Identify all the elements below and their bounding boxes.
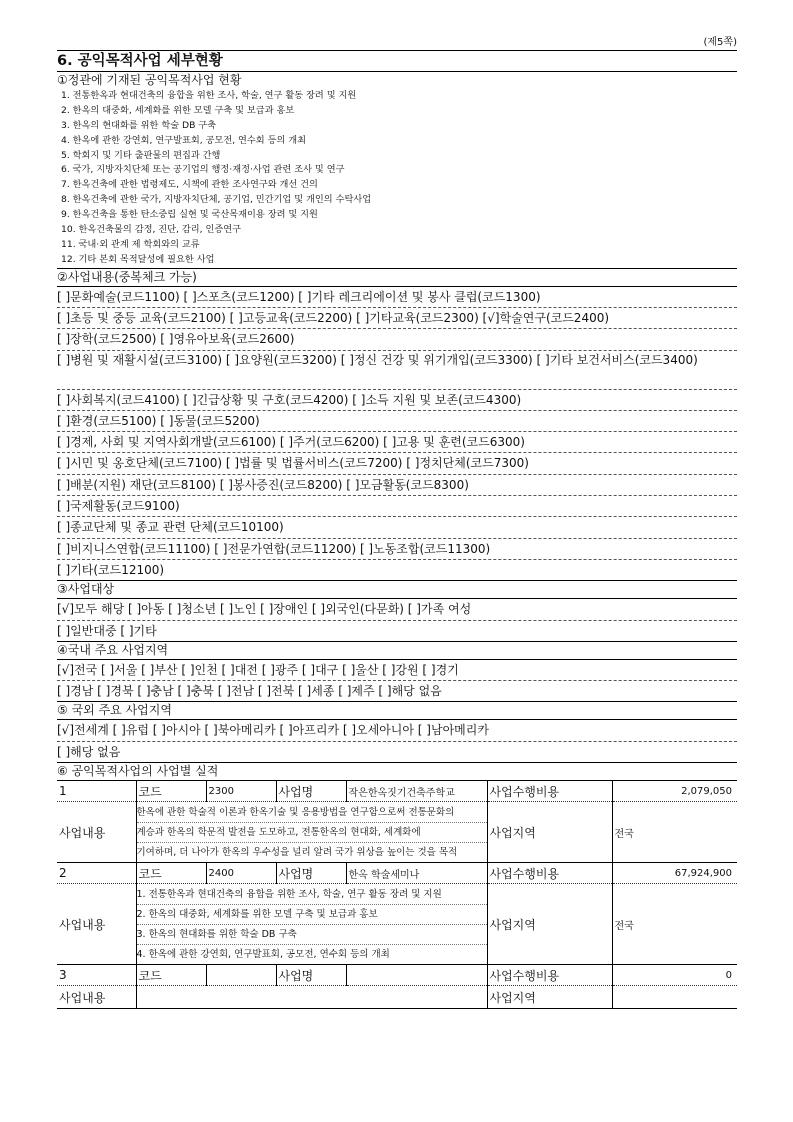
list-item: 7. 한옥건축에 관한 법령제도, 시책에 관한 조사연구와 개선 건의 [61,179,318,191]
list-item: 8. 한옥건축에 관한 국가, 지방자치단체, 공기업, 민간기업 및 개인의 수탁사업 [61,194,372,206]
content-value [136,884,487,965]
list-item: 11. 국내·외 관계 제 학회와의 교류 [61,238,200,250]
row-number: 1 [57,781,136,802]
business-content-line: [ ]사회복지(코드4100) [ ]긴급상황 및 구호(코드4200) [ ]소득 지원 및 보존(코드4300) [57,389,737,410]
table-row [57,965,737,986]
section4-header: ④국내 주요 사업지역 [57,641,737,659]
region-value: 전국 [612,884,737,965]
name-value: 작은한옥짓기건축주학교 [346,781,487,802]
cost-value: 0 [612,965,737,986]
business-content-line: [ ]경제, 사회 및 지역사회개발(코드6100) [ ]주거(코드6200) [ ]고용 및 훈련(코드6300) [57,431,737,452]
code-label: 코드 [136,781,206,802]
list-item: 6. 국가, 지방자치단체 또는 공기업의 행정·재정·사업 관련 조사 및 연구 [61,164,345,176]
list-item: 2. 한옥의 대중화, 세계화를 위한 모델 구축 및 보급과 홍보 [61,104,295,116]
business-content-line: [ ]국제활동(코드9100) [57,495,737,516]
cost-value: 67,924,900 [612,863,737,884]
list-item: 1. 전통한옥과 현대건축의 융합을 위한 조사, 학술, 연구 활동 장려 및 지원 [61,90,357,101]
business-content-line: [ ]장학(코드2500) [ ]영유아보육(코드2600) [57,328,737,349]
business-content-line: [ ]시민 및 옹호단체(코드7100) [ ]법률 및 법률서비스(코드7200) [ ]정치단체(코드7300) [57,452,737,473]
cost-value: 2,079,050 [612,781,737,802]
code-label: 코드 [136,863,206,884]
overseas-region-line: [√]전세계 [ ]유럽 [ ]아시아 [ ]북아메리카 [ ]아프리카 [ ]오세아니아 [ ]남아메리카 [57,719,737,740]
table-row [57,863,737,884]
business-content-line: [ ]환경(코드5100) [ ]동물(코드5200) [57,410,737,431]
code-value [206,965,276,986]
overseas-region-line: [ ]해당 없음 [57,741,737,762]
region-label: 사업지역 [487,986,612,1009]
name-label: 사업명 [276,781,346,802]
desc-line: 기여하며, 더 나아가 한옥의 우수성을 널리 알려 국가 위상을 높이는 것을 목적 [136,846,458,858]
section6-header: ⑥ 공익목적사업의 사업별 실적 [57,762,737,780]
business-content-line: [ ]문화예술(코드1100) [ ]스포츠(코드1200) [ ]기타 레크리에이션 및 봉사 클럽(코드1300) [57,286,737,307]
content-label: 사업내용 [57,884,136,965]
list-item: 3. 한옥의 현대화를 위한 학술 DB 구축 [61,119,217,131]
cost-label: 사업수행비용 [487,863,612,884]
section5-header: ⑤ 국외 주요 사업지역 [57,701,737,719]
region-value [612,986,737,1009]
results-table [57,780,737,1009]
document-page [57,36,737,1009]
business-content-line: [ ]비지니스연합(코드11100) [ ]전문가연합(코드11200) [ ]노동조합(코드11300) [57,538,737,559]
business-content-line: [ ]초등 및 중등 교육(코드2100) [ ]고등교육(코드2200) [ ]기타교육(코드2300) [√]학술연구(코드2400) [57,307,737,328]
section2-header: ②사업내용(중복체크 가능) [57,269,197,284]
page-title: 6. 공익목적사업 세부현황 [57,53,223,69]
table-row [57,802,737,863]
domestic-region-line: [√]전국 [ ]서울 [ ]부산 [ ]인천 [ ]대전 [ ]광주 [ ]대구 [ ]울산 [ ]강원 [ ]경기 [57,659,737,680]
table-row [57,884,737,965]
list-item: 5. 학회지 및 기타 출판물의 편집과 간행 [61,149,221,161]
row-number: 3 [57,965,136,986]
content-value [136,802,487,863]
region-value: 전국 [612,802,737,863]
name-label: 사업명 [276,863,346,884]
name-value: 한옥 학술세미나 [346,863,487,884]
cost-label: 사업수행비용 [487,965,612,986]
content-label: 사업내용 [57,802,136,863]
row-number: 2 [57,863,136,884]
desc-line: 3. 한옥의 현대화를 위한 학술 DB 구축 [137,925,487,945]
desc-line: 계승과 한옥의 학문적 발전을 도모하고, 전통한옥의 현대화, 세계화에 [137,823,487,843]
region-label: 사업지역 [487,802,612,863]
desc-line: 한옥에 관한 학술적 이론과 한옥기술 및 응용방법을 연구함으로써 전통문화의 [137,803,487,823]
code-value: 2300 [206,781,276,802]
business-content-line: [ ]종교단체 및 종교 관련 단체(코드10100) [57,516,737,537]
business-content-line: [ ]기타(코드12100) [57,559,737,580]
list-item: 12. 기타 본회 목적달성에 필요한 사업 [61,253,215,265]
name-value [346,965,487,986]
target-line: [√]모두 해당 [ ]아동 [ ]청소년 [ ]노인 [ ]장애인 [ ]외국인(다문화) [ ]가족 여성 [57,598,737,619]
region-label: 사업지역 [487,884,612,965]
desc-line: 4. 한옥에 관한 강연회, 연구발표회, 공모전, 연수회 등의 개최 [136,948,390,960]
content-value [136,986,487,1009]
list-item: 9. 한옥건축을 통한 탄소중립 실현 및 국산목재이용 장려 및 지원 [61,209,318,221]
desc-line: 1. 전통한옥과 현대건축의 융합을 위한 조사, 학술, 연구 활동 장려 및 지원 [137,885,487,905]
table-row [57,781,737,802]
list-item: 10. 한옥건축물의 감정, 진단, 감리, 인증연구 [61,224,241,236]
list-item: 4. 한옥에 관한 강연회, 연구발표회, 공모전, 연수회 등의 개최 [61,134,307,146]
section3-header: ③사업대상 [57,580,737,598]
name-label: 사업명 [276,965,346,986]
code-value: 2400 [206,863,276,884]
domestic-region-line: [ ]경남 [ ]경북 [ ]충남 [ ]충북 [ ]전남 [ ]전북 [ ]세종 [ ]제주 [ ]해당 없음 [57,680,737,701]
section1-header: ①정관에 기재된 공익목적사업 현황 [57,71,737,89]
desc-line: 2. 한옥의 대중화, 세계화를 위한 모델 구축 및 보급과 홍보 [137,905,487,925]
table-row [57,986,737,1009]
business-content-line: [ ]배분(지원) 재단(코드8100) [ ]봉사증진(코드8200) [ ]모금활동(코드8300) [57,474,737,495]
purpose-list [57,89,737,269]
page-number: (제5쪽) [703,37,737,48]
cost-label: 사업수행비용 [487,781,612,802]
target-line: [ ]일반대중 [ ]기타 [57,620,737,641]
content-label: 사업내용 [57,986,136,1009]
code-label: 코드 [136,965,206,986]
business-content-line: [ ]병원 및 재활시설(코드3100) [ ]요양원(코드3200) [ ]정신 건강 및 위기개입(코드3300) [ ]기타 보건서비스(코드3400) [57,350,737,389]
